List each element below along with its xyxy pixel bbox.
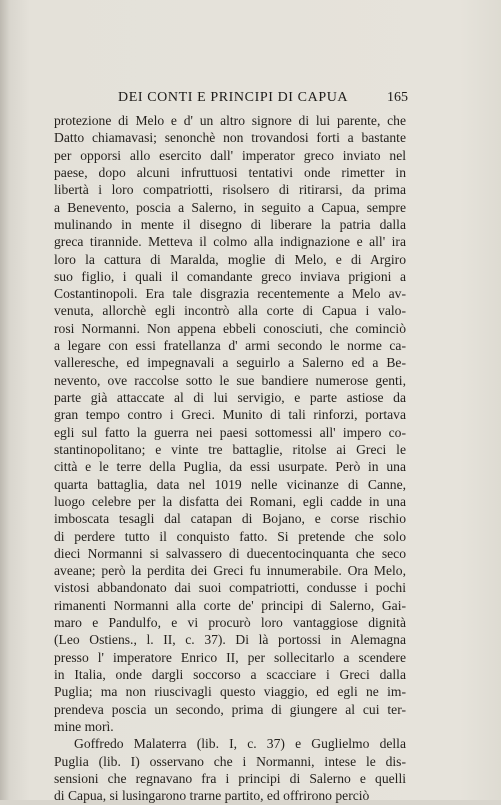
- text-line: paese, dopo alcuni infruttuosi tentativi onde rimetter in: [54, 164, 406, 180]
- text-line: rimanenti Normanni alla corte de' principi di Salerno, Gai-: [54, 597, 406, 613]
- text-line: mine morì.: [54, 718, 114, 734]
- text-line: presso l' imperatore Enrico II, per sollecitarlo a scendere: [54, 649, 406, 665]
- text-line: mulinando in mente il disegno di liberare la patria dalla: [54, 216, 406, 232]
- text-line: imboscata tesagli dal catapan di Bojano, e corse rischio: [54, 511, 406, 527]
- text-line: nevento, ove raccolse sotto le sue bandiere numerose genti,: [54, 372, 406, 388]
- running-title: DEI CONTI E PRINCIPI DI CAPUA: [118, 90, 349, 105]
- text-line: quarta battaglia, data nel 1019 nelle vicinanze di Canne,: [54, 476, 406, 492]
- text-line: Datto chiamavasi; senonchè non trovandosi forti a bastante: [54, 130, 406, 146]
- text-line: parte già attaccate al di lui servigio, e parte astiose da: [54, 390, 406, 405]
- text-line: vistosi abbandonato dai suoi compatriotti, condusse i pochi: [54, 580, 406, 596]
- text-line: prendeva poscia un secondo, prima di giungere al cui ter-: [54, 701, 406, 717]
- text-line: a Benevento, poscia a Salerno, in seguito a Capua, sempre: [54, 199, 406, 215]
- text-line: a legare con essi fratellanza d' armi secondo le norme ca-: [54, 338, 406, 354]
- text-line: in Italia, onde dargli soccorso a scacciare i Greci dalla: [54, 667, 406, 682]
- text-line: sensioni che regnavano fra i principi di Salerno e quelli: [54, 770, 406, 786]
- text-line: Puglia; ma non riuscivagli questo viaggio, ed egli ne im-: [54, 684, 406, 700]
- text-line: Puglia (lib. I) osservano che i Normanni, intese le dis-: [54, 753, 406, 769]
- text-line: loro la cattura di Maralda, moglie di Melo, e di Argiro: [54, 251, 406, 267]
- text-line: valleresche, ed impegnavali a seguirlo a Salerno ed a Be-: [54, 355, 406, 371]
- text-line: Goffredo Malaterra (lib. I, c. 37) e Guglielmo della: [74, 736, 406, 752]
- page-number: 165: [387, 90, 408, 105]
- text-line: Costantinopoli. Era tale disgrazia recentemente a Melo av-: [54, 286, 406, 302]
- text-line: suo figlio, i quali il comandante greco inviava prigioni a: [54, 268, 406, 284]
- text-line: stantinopolitano; e vinte tre battaglie, ritolse ai Greci le: [54, 441, 406, 457]
- text-line: luogo celebre per la disfatta dei Romani, egli cadde in una: [54, 493, 406, 509]
- text-line: libertà i loro compatriotti, risolsero di ritirarsi, da prima: [54, 182, 406, 198]
- text-line: venuta, allorchè egli incontrò alla corte di Capua i valo-: [54, 303, 406, 319]
- text-line: dieci Normanni si salvassero di duecentocinquanta che seco: [54, 545, 406, 561]
- text-line: maro e Pandulfo, e vi procurò loro vantaggiose dignità: [54, 615, 406, 631]
- text-line: gran tempo contro i Greci. Munito di tali rinforzi, portava: [54, 407, 406, 423]
- text-line: di Capua, si lusingarono trarne partito, ed offrirono perciò: [54, 788, 370, 804]
- text-line: rosi Normanni. Non appena ebbeli conosciuti, che cominciò: [54, 320, 406, 336]
- text-line: protezione di Melo e d' un altro signore di lui parente, che: [54, 113, 406, 128]
- text-line: (Leo Ostiens., l. II, c. 37). Di là portossi in Alemagna: [54, 632, 406, 648]
- text-line: aveane; però la perdita dei Greci fu innumerabile. Ora Melo,: [54, 563, 406, 579]
- text-line: per opporsi allo esercito dall' imperator greco inviato nel: [54, 147, 406, 163]
- body-text: [54, 112, 406, 805]
- text-line: di perdere tutto il conquisto fatto. Si pretende che solo: [54, 528, 406, 544]
- text-line: città e le terre della Puglia, da essi usurpate. Però in una: [54, 459, 406, 475]
- text-line: greca tirannide. Metteva il colmo alla indignazione e all' ira: [54, 234, 406, 250]
- text-line: egli sul fatto la guerra nei paesi sottomessi all' impero co-: [54, 424, 406, 440]
